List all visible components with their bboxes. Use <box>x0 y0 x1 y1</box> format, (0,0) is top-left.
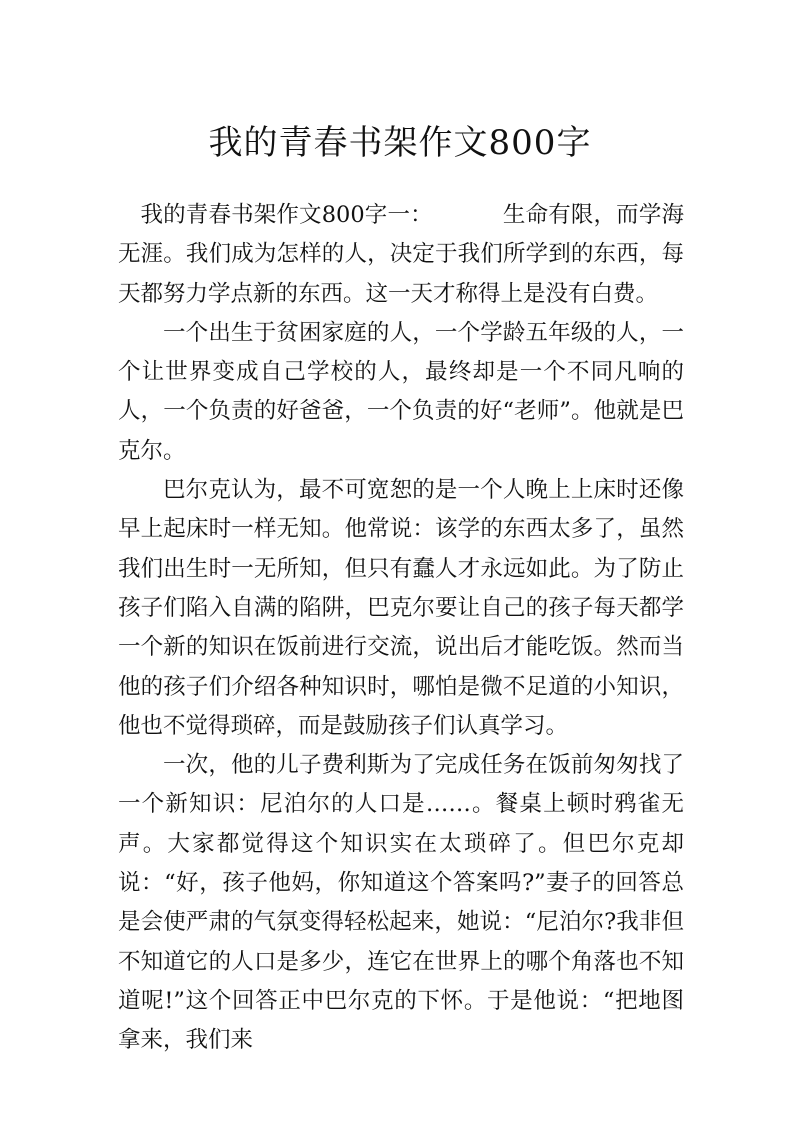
paragraph-3: 巴尔克认为，最不可宽恕的是一个人晚上上床时还像早上起床时一样无知。他常说：该学的东西太多了，虽然我们出生时一无所知，但只有蠢人才永远如此。为了防止孩子们陷入自满的陷阱，巴克尔要让自己的孩子每天都学一个新的知识在饭前进行交流，说出后才能吃饭。然而当他的孩子们介绍各种知识时，哪怕是微不足道的小知识，他也不觉得琐碎，而是鼓励孩子们认真学习。 <box>118 477 684 739</box>
paragraph-4: 一次，他的儿子费利斯为了完成任务在饭前匆匆找了一个新知识：尼泊尔的人口是……。餐桌上顿时鸦雀无声。大家都觉得这个知识实在太琐碎了。但巴尔克却说：“好，孩子他妈，你知道这个答案吗?”妻子的回答总是会使严肃的气氛变得轻松起来，她说：“尼泊尔?我非但不知道它的人口是多少，连它在世界上的哪个角落也不知道呢!”这个回答正中巴尔克的下怀。于是他说：“把地图拿来，我们来 <box>118 752 684 1054</box>
paragraph-1-lead: 我的青春书架作文800字一： <box>140 202 433 228</box>
page-title: 我的青春书架作文800字 <box>208 122 592 163</box>
paragraph-2: 一个出生于贫困家庭的人，一个学龄五年级的人，一个让世界变成自己学校的人，最终却是一个不同凡响的人，一个负责的好爸爸，一个负责的好“老师”。他就是巴克尔。 <box>118 319 684 464</box>
article-body <box>118 196 684 1061</box>
paragraph-1-text: 生命有限，而学海无涯。我们成为怎样的人，决定于我们所学到的东西，每天都努力学点新的东西。这一天才称得上是没有白费。 <box>118 202 684 307</box>
paragraph-1 <box>118 196 684 314</box>
